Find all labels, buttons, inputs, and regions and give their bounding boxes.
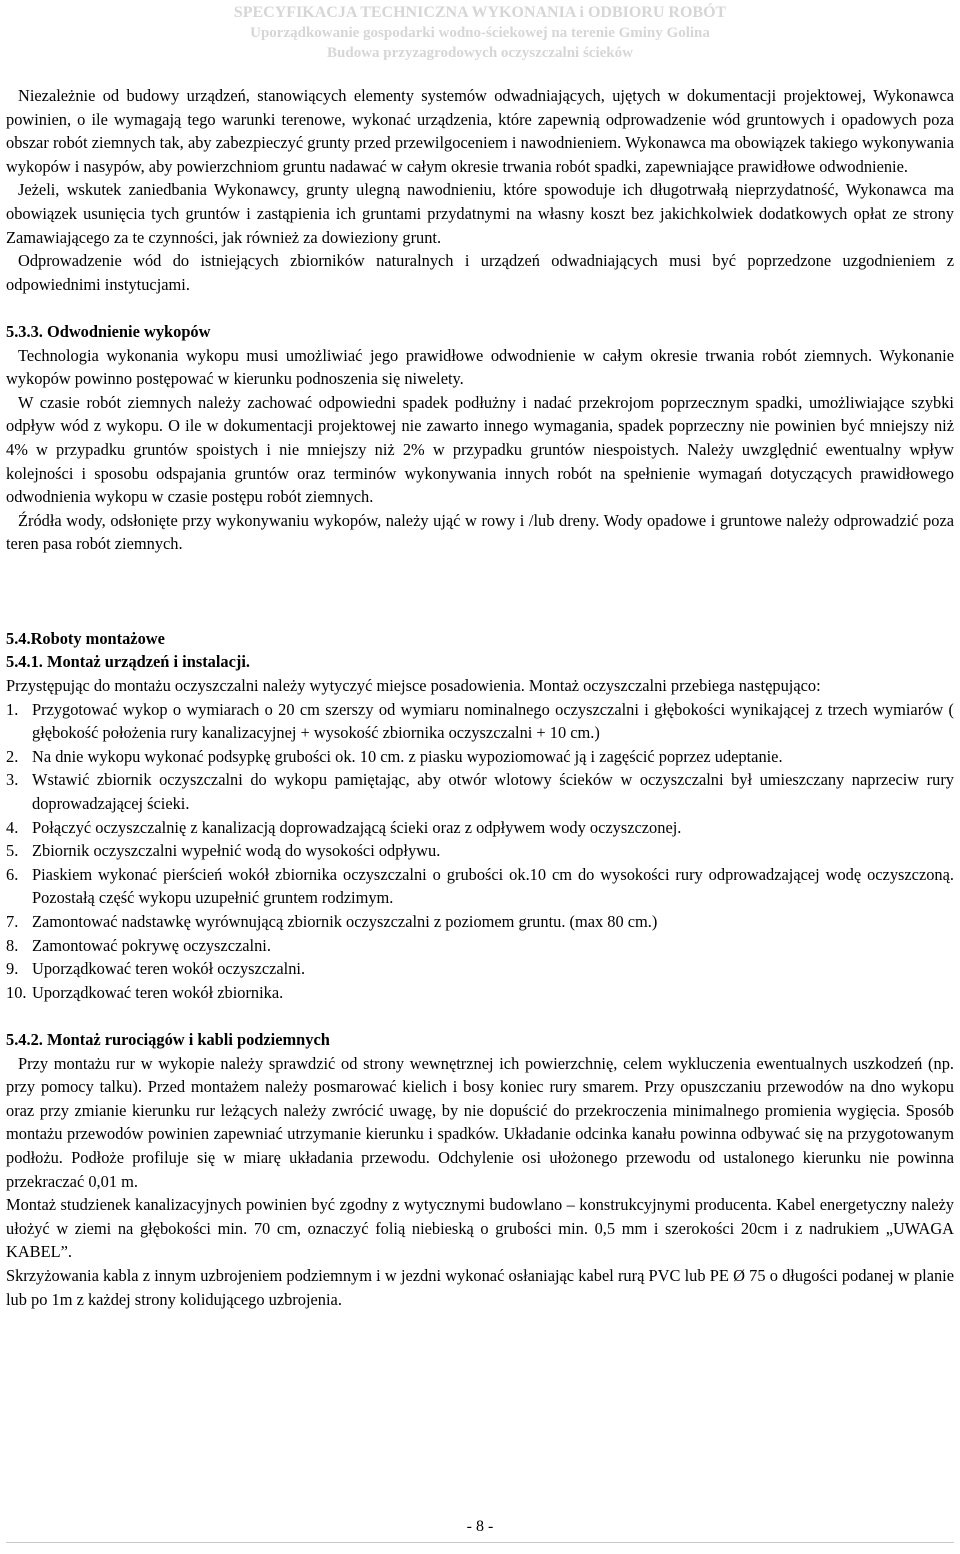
list-item: 6. Piaskiem wykonać pierścień wokół zbiornika oczyszczalni o grubości ok.10 cm do wysokości rury odprowadzającej wodę oczyszczoną. Pozostałą część wykopu uzupełnić gruntem rodzimym. [6, 864, 954, 908]
section-5-4-2-paragraph-2: Montaż studzienek kanalizacyjnych powinien być zgodny z wytycznymi budowlano – konstrukcyjnymi producenta. Kabel energetyczny należy ułożyć w ziemi na głębokości min. 70 cm, oznaczyć folią niebieską o grubości min. 0,5 mm i szerokości 20cm i z nadrukiem „UWAGA KABEL”. [6, 1195, 954, 1262]
intro-paragraph-1: Niezależnie od budowy urządzeń, stanowiących elementy systemów odwadniających, ujętych w dokumentacji projektowej, Wykonawca powinien, o ile wymagają tego warunki terenowe, wykonać urządzenia, które zapewnią odprowadzenie wód gruntowych i opadowych poza obszar robót ziemnych tak, aby zabezpieczyć grunty przed przewilgoceniem i nawodnieniem. Wykonawca ma obowiązek takiego wykonywania wykopów i nasypów, aby powierzchniom gruntu nadawać w całym okresie trwania robót spadki, zapewniające prawidłowe odwodnienie. [6, 86, 954, 176]
section-5-4-2-paragraph-3: Skrzyżowania kabla z innym uzbrojeniem podziemnym i w jezdni wykonać osłaniając kabel rurą PVC lub PE Ø 75 o długości podanej w planie lub po 1m z każdej strony kolidującego uzbrojenia. [6, 1265, 954, 1309]
list-item: 3. Wstawić zbiornik oczyszczalni do wykopu pamiętając, aby otwór wlotowy ścieków w oczyszczalni był umieszczany naprzeciw rury doprowadzającej ścieki. [6, 770, 954, 814]
intro-paragraph-2: Jeżeli, wskutek zaniedbania Wykonawcy, grunty ulegną nawodnieniu, które spowoduje ich długotrwałą nieprzydatność, Wykonawca ma obowiązek usunięcia tych gruntów i zastąpienia ich gruntami przydatnymi na własny koszt bez jakichkolwiek dodatkowych opłat ze strony Zamawiającego za te czynności, jak również za dowieziony grunt. [6, 180, 954, 247]
page-number: - 8 - [466, 1518, 494, 1535]
section-5-4-heading: 5.4.Roboty montażowe [6, 628, 165, 648]
installation-steps-list [6, 698, 954, 1005]
header-title: SPECYFIKACJA TECHNICZNA WYKONANIA i ODBIORU ROBÓT [233, 4, 727, 21]
section-5-3-3-paragraph-2: W czasie robót ziemnych należy zachować odpowiedni spadek podłużny i nadać przekrojom poprzecznym spadki, umożliwiające szybki odpływ wód z wykopu. O ile w dokumentacji projektowej nie zawarto innego wymagania, spadek poprzeczny nie powinien być mniejszy niż 4% w przypadku gruntów spoistych i nie mniejszy niż 2% w przypadku gruntów niespoistych. Należy uwzględnić ewentualny wpływ kolejności i sposobu odspajania gruntów oraz terminów wykonywania innych robót na spełnienie wymagań dotyczących prawidłowego odwodnienia wykopu w czasie postępu robót ziemnych. [6, 392, 954, 507]
header-project: Uporządkowanie gospodarki wodno-ściekowej na terenie Gminy Golina [250, 25, 710, 41]
list-item: 8. Zamontować pokrywę oczyszczalni. [6, 935, 271, 955]
intro-paragraph-3: Odprowadzenie wód do istniejących zbiorników naturalnych i urządzeń odwadniających musi być poprzedzone uzgodnieniem z odpowiednimi instytucjami. [6, 251, 954, 294]
list-item: 2. Na dnie wykopu wykonać podsypkę grubości ok. 10 cm. z piasku wypoziomować ją i zagęścić poprzez udeptanie. [6, 746, 783, 766]
section-5-3-3-paragraph-3: Źródła wody, odsłonięte przy wykonywaniu wykopów, należy ująć w rowy i /lub dreny. Wody opadowe i gruntowe należy odprowadzić poza teren pasa robót ziemnych. [6, 510, 954, 554]
list-item: 9. Uporządkować teren wokół oczyszczalni. [6, 959, 306, 979]
section-5-4-2-paragraph-1: Przy montażu rur w wykopie należy sprawdzić od strony wewnętrznej ich powierzchnię, celem wykluczenia ewentualnych uszkodzeń (np. przy pomocy talku). Przed montażem należy posmarować kielich i bosy koniec rury smarem. Przy opuszczaniu przewodów na dno wykopu oraz przy zmianie kierunku rur leżących należy zwrócić uwagę, by nie dopuścić do przekroczenia minimalnego promienia wygięcia. Sposób montażu przewodów powinien zapewniać utrzymanie kierunku i spadków. Układanie odcinka kanału powinna odbywać się na przygotowanym podłożu. Podłoże profiluje się w miarę układania przewodu. Odchylenie osi ułożonego przewodu od ustalonego kierunku nie powinna przekraczać 0,01 m. [6, 1053, 954, 1191]
list-item: 5. Zbiornik oczyszczalni wypełnić wodą do wysokości odpływu. [6, 841, 441, 861]
list-item: 4. Połączyć oczyszczalnię z kanalizacją doprowadzającą ścieki oraz z odpływem wody oczyszczonej. [6, 817, 682, 837]
list-item: 10. Uporządkować teren wokół zbiornika. [6, 982, 284, 1002]
header-subproject: Budowa przyzagrodowych oczyszczalni ścieków [327, 45, 633, 61]
section-5-3-3-paragraph-1: Technologia wykonania wykopu musi umożliwiać jego prawidłowe odwodnienie w całym okresie trwania robót ziemnych. Wykonanie wykopów powinno postępować w kierunku podnoszenia się niwelety. [6, 345, 954, 389]
section-5-4-2-heading: 5.4.2. Montaż rurociągów i kabli podziemnych [6, 1029, 330, 1049]
section-5-3-3-heading: 5.3.3. Odwodnienie wykopów [6, 321, 211, 341]
section-5-4-1-intro: Przystępując do montażu oczyszczalni należy wytyczyć miejsce posadowienia. Montaż oczyszczalni przebiega następująco: [6, 676, 821, 696]
footer-divider [6, 1542, 954, 1543]
page-header [0, 0, 960, 63]
list-item: 7. Zamontować nadstawkę wyrównującą zbiornik oczyszczalni z poziomem gruntu. (max 80 cm.) [6, 912, 658, 931]
section-5-4-1-heading: 5.4.1. Montaż urządzeń i instalacji. [6, 652, 251, 672]
list-item: 1. Przygotować wykop o wymiarach o 20 cm szerszy od wymiaru nominalnego oczyszczalni i głębokości wynikającej z trzech wymiarów ( głębokość położenia rury kanalizacyjnej + wysokość zbiornika oczyszczalni + 10 cm.) [6, 699, 954, 743]
document-body [6, 84, 954, 1311]
